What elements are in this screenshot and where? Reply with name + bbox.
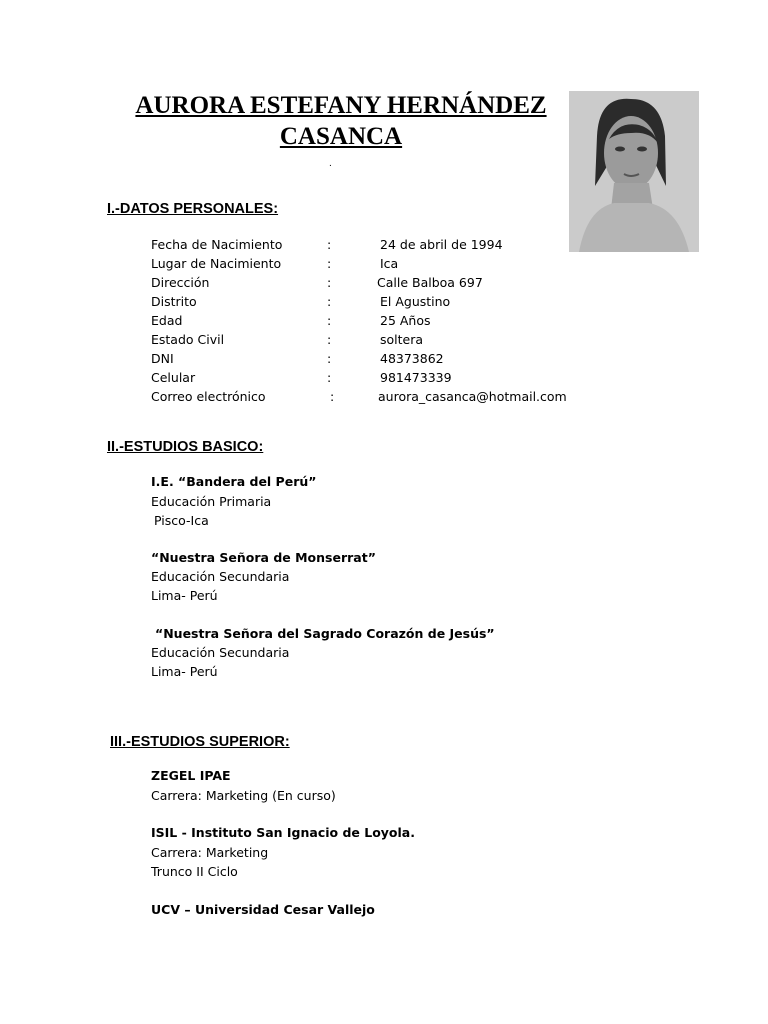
small-dot: . bbox=[329, 158, 332, 169]
personal-label: Dirección bbox=[151, 275, 210, 290]
personal-separator: : bbox=[327, 237, 332, 252]
personal-value: 48373862 bbox=[380, 351, 444, 366]
personal-value: 25 Años bbox=[380, 313, 431, 328]
section-basic: II.-ESTUDIOS BASICO: bbox=[107, 439, 264, 455]
personal-separator: : bbox=[330, 389, 335, 404]
personal-value: 24 de abril de 1994 bbox=[380, 237, 503, 252]
cv-name bbox=[100, 90, 582, 152]
school-name: “Nuestra Señora del Sagrado Corazón de Jesús” bbox=[155, 626, 495, 641]
personal-separator: : bbox=[327, 275, 332, 290]
personal-separator: : bbox=[327, 370, 332, 385]
personal-value: Calle Balboa 697 bbox=[377, 275, 483, 290]
personal-separator: : bbox=[327, 294, 332, 309]
section-superior: III.-ESTUDIOS SUPERIOR: bbox=[110, 734, 290, 750]
personal-value: Ica bbox=[380, 256, 399, 271]
personal-value: soltera bbox=[380, 332, 424, 347]
personal-label: Edad bbox=[151, 313, 183, 328]
personal-separator: : bbox=[327, 256, 332, 271]
personal-separator: : bbox=[327, 313, 332, 328]
personal-label: Distrito bbox=[151, 294, 197, 309]
section-personal: I.-DATOS PERSONALES: bbox=[107, 201, 279, 217]
institute-career: Carrera: Marketing bbox=[151, 845, 269, 860]
personal-value: El Agustino bbox=[380, 294, 451, 309]
personal-label: Fecha de Nacimiento bbox=[151, 237, 283, 252]
school-place: Pisco-Ica bbox=[154, 513, 209, 528]
institute-name: ZEGEL IPAE bbox=[151, 768, 231, 783]
institute-name: ISIL - Instituto San Ignacio de Loyola. bbox=[151, 825, 415, 840]
personal-label: Lugar de Nacimiento bbox=[151, 256, 282, 271]
school-name: I.E. “Bandera del Perú” bbox=[151, 474, 317, 489]
school-level: Educación Primaria bbox=[151, 494, 272, 509]
name-line-2: CASANCA bbox=[279, 123, 403, 150]
personal-separator: : bbox=[327, 351, 332, 366]
school-place: Lima- Perú bbox=[151, 588, 218, 603]
school-level: Educación Secundaria bbox=[151, 645, 290, 660]
institute-name: UCV – Universidad Cesar Vallejo bbox=[151, 902, 375, 917]
personal-value: 981473339 bbox=[380, 370, 452, 385]
profile-photo bbox=[569, 91, 699, 252]
personal-separator: : bbox=[327, 332, 332, 347]
personal-value: aurora_casanca@hotmail.com bbox=[378, 389, 567, 404]
personal-label: Celular bbox=[151, 370, 196, 385]
personal-label: Estado Civil bbox=[151, 332, 225, 347]
school-place: Lima- Perú bbox=[151, 664, 218, 679]
personal-label: Correo electrónico bbox=[151, 389, 266, 404]
portrait-image bbox=[569, 91, 699, 252]
personal-label: DNI bbox=[151, 351, 174, 366]
institute-note: Trunco II Ciclo bbox=[151, 864, 238, 879]
institute-career: Carrera: Marketing (En curso) bbox=[151, 788, 336, 803]
name-line-1: AURORA ESTEFANY HERNÁNDEZ bbox=[135, 92, 547, 119]
school-level: Educación Secundaria bbox=[151, 569, 290, 584]
school-name: “Nuestra Señora de Monserrat” bbox=[151, 550, 376, 565]
